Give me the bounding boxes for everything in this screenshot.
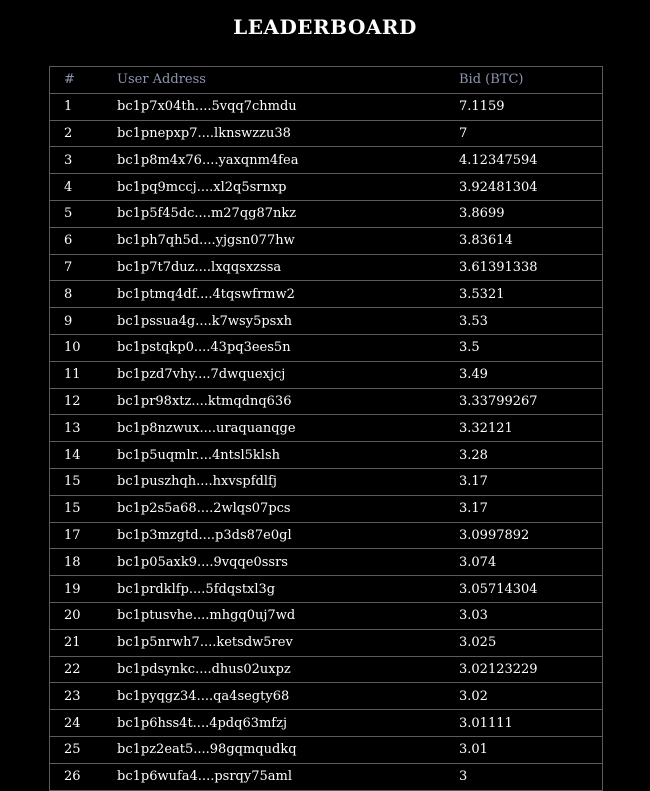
bid-cell: 3.83614 bbox=[459, 227, 603, 254]
rank-cell: 4 bbox=[50, 174, 118, 201]
rank-cell: 23 bbox=[50, 683, 118, 710]
table-row bbox=[50, 415, 603, 442]
rank-cell: 14 bbox=[50, 442, 118, 469]
bid-cell: 3.0997892 bbox=[459, 522, 603, 549]
bid-cell: 4.12347594 bbox=[459, 147, 603, 174]
bid-cell: 3.01 bbox=[459, 736, 603, 763]
bid-cell: 3.53 bbox=[459, 308, 603, 335]
table-row bbox=[50, 629, 603, 656]
rank-cell: 6 bbox=[50, 227, 118, 254]
bid-cell: 3.02123229 bbox=[459, 656, 603, 683]
table-row bbox=[50, 656, 603, 683]
bid-cell: 3.28 bbox=[459, 442, 603, 469]
table-row bbox=[50, 120, 603, 147]
bid-cell: 3.92481304 bbox=[459, 174, 603, 201]
rank-cell: 25 bbox=[50, 736, 118, 763]
page-title: LEADERBOARD bbox=[233, 15, 417, 39]
bid-cell: 3.5321 bbox=[459, 281, 603, 308]
rank-cell: 15 bbox=[50, 468, 118, 495]
address-cell: bc1p7t7duz....lxqqsxzssa bbox=[117, 254, 459, 281]
bid-cell: 3.01111 bbox=[459, 710, 603, 737]
table-row bbox=[50, 549, 603, 576]
table-row bbox=[50, 736, 603, 763]
table-row bbox=[50, 495, 603, 522]
table-row bbox=[50, 147, 603, 174]
address-cell: bc1ptmq4df....4tqswfrmw2 bbox=[117, 281, 459, 308]
rank-cell: 22 bbox=[50, 656, 118, 683]
rank-cell: 21 bbox=[50, 629, 118, 656]
address-cell: bc1pdsynkc....dhus02uxpz bbox=[117, 656, 459, 683]
header-rank: # bbox=[50, 67, 118, 94]
table-row bbox=[50, 468, 603, 495]
address-cell: bc1pq9mccj....xl2q5srnxp bbox=[117, 174, 459, 201]
address-cell: bc1p8nzwux....uraquanqge bbox=[117, 415, 459, 442]
bid-cell: 3.61391338 bbox=[459, 254, 603, 281]
rank-cell: 5 bbox=[50, 200, 118, 227]
bid-cell: 3.02 bbox=[459, 683, 603, 710]
bid-cell: 7.1159 bbox=[459, 93, 603, 120]
address-cell: bc1pzd7vhy....7dwquexjcj bbox=[117, 361, 459, 388]
address-cell: bc1p5f45dc....m27qg87nkz bbox=[117, 200, 459, 227]
bid-cell: 3.32121 bbox=[459, 415, 603, 442]
table-row bbox=[50, 281, 603, 308]
rank-cell: 9 bbox=[50, 308, 118, 335]
address-cell: bc1pz2eat5....98gqmqudkq bbox=[117, 736, 459, 763]
address-cell: bc1pyqgz34....qa4segty68 bbox=[117, 683, 459, 710]
bid-cell: 3.17 bbox=[459, 468, 603, 495]
leaderboard-body bbox=[50, 93, 603, 790]
rank-cell: 15 bbox=[50, 495, 118, 522]
rank-cell: 3 bbox=[50, 147, 118, 174]
header-bid: Bid (BTC) bbox=[459, 67, 603, 94]
table-row bbox=[50, 93, 603, 120]
table-row bbox=[50, 763, 603, 790]
bid-cell: 3.025 bbox=[459, 629, 603, 656]
bid-cell: 3.33799267 bbox=[459, 388, 603, 415]
address-cell: bc1p6hss4t....4pdq63mfzj bbox=[117, 710, 459, 737]
bid-cell: 3 bbox=[459, 763, 603, 790]
bid-cell: 3.49 bbox=[459, 361, 603, 388]
rank-cell: 10 bbox=[50, 334, 118, 361]
rank-cell: 26 bbox=[50, 763, 118, 790]
address-cell: bc1ptusvhe....mhgq0uj7wd bbox=[117, 602, 459, 629]
address-cell: bc1pssua4g....k7wsy5psxh bbox=[117, 308, 459, 335]
table-row bbox=[50, 710, 603, 737]
rank-cell: 20 bbox=[50, 602, 118, 629]
bid-cell: 3.17 bbox=[459, 495, 603, 522]
address-cell: bc1pstqkp0....43pq3ees5n bbox=[117, 334, 459, 361]
bid-cell: 3.5 bbox=[459, 334, 603, 361]
address-cell: bc1p3mzgtd....p3ds87e0gl bbox=[117, 522, 459, 549]
rank-cell: 2 bbox=[50, 120, 118, 147]
table-row bbox=[50, 602, 603, 629]
rank-cell: 7 bbox=[50, 254, 118, 281]
table-row bbox=[50, 442, 603, 469]
address-cell: bc1p6wufa4....psrqy75aml bbox=[117, 763, 459, 790]
address-cell: bc1p2s5a68....2wlqs07pcs bbox=[117, 495, 459, 522]
address-cell: bc1pnepxp7....lknswzzu38 bbox=[117, 120, 459, 147]
rank-cell: 1 bbox=[50, 93, 118, 120]
table-header-row bbox=[50, 67, 603, 94]
address-cell: bc1prdklfp....5fdqstxl3g bbox=[117, 576, 459, 603]
address-cell: bc1pr98xtz....ktmqdnq636 bbox=[117, 388, 459, 415]
table-row bbox=[50, 334, 603, 361]
rank-cell: 12 bbox=[50, 388, 118, 415]
table-row bbox=[50, 308, 603, 335]
bid-cell: 3.03 bbox=[459, 602, 603, 629]
bid-cell: 3.05714304 bbox=[459, 576, 603, 603]
rank-cell: 13 bbox=[50, 415, 118, 442]
address-cell: bc1p05axk9....9vqqe0ssrs bbox=[117, 549, 459, 576]
address-cell: bc1p5nrwh7....ketsdw5rev bbox=[117, 629, 459, 656]
rank-cell: 18 bbox=[50, 549, 118, 576]
table-row bbox=[50, 254, 603, 281]
bid-cell: 7 bbox=[459, 120, 603, 147]
table-row bbox=[50, 174, 603, 201]
table-row bbox=[50, 522, 603, 549]
rank-cell: 17 bbox=[50, 522, 118, 549]
leaderboard-table bbox=[49, 66, 603, 791]
table-row bbox=[50, 576, 603, 603]
rank-cell: 8 bbox=[50, 281, 118, 308]
table-row bbox=[50, 683, 603, 710]
address-cell: bc1p7x04th....5vqq7chmdu bbox=[117, 93, 459, 120]
bid-cell: 3.8699 bbox=[459, 200, 603, 227]
address-cell: bc1p8m4x76....yaxqnm4fea bbox=[117, 147, 459, 174]
rank-cell: 19 bbox=[50, 576, 118, 603]
bid-cell: 3.074 bbox=[459, 549, 603, 576]
address-cell: bc1ph7qh5d....yjgsn077hw bbox=[117, 227, 459, 254]
table-row bbox=[50, 200, 603, 227]
address-cell: bc1p5uqmlr....4ntsl5klsh bbox=[117, 442, 459, 469]
table-row bbox=[50, 388, 603, 415]
table-row bbox=[50, 361, 603, 388]
rank-cell: 11 bbox=[50, 361, 118, 388]
header-user-address: User Address bbox=[117, 67, 459, 94]
table-row bbox=[50, 227, 603, 254]
address-cell: bc1puszhqh....hxvspfdlfj bbox=[117, 468, 459, 495]
rank-cell: 24 bbox=[50, 710, 118, 737]
